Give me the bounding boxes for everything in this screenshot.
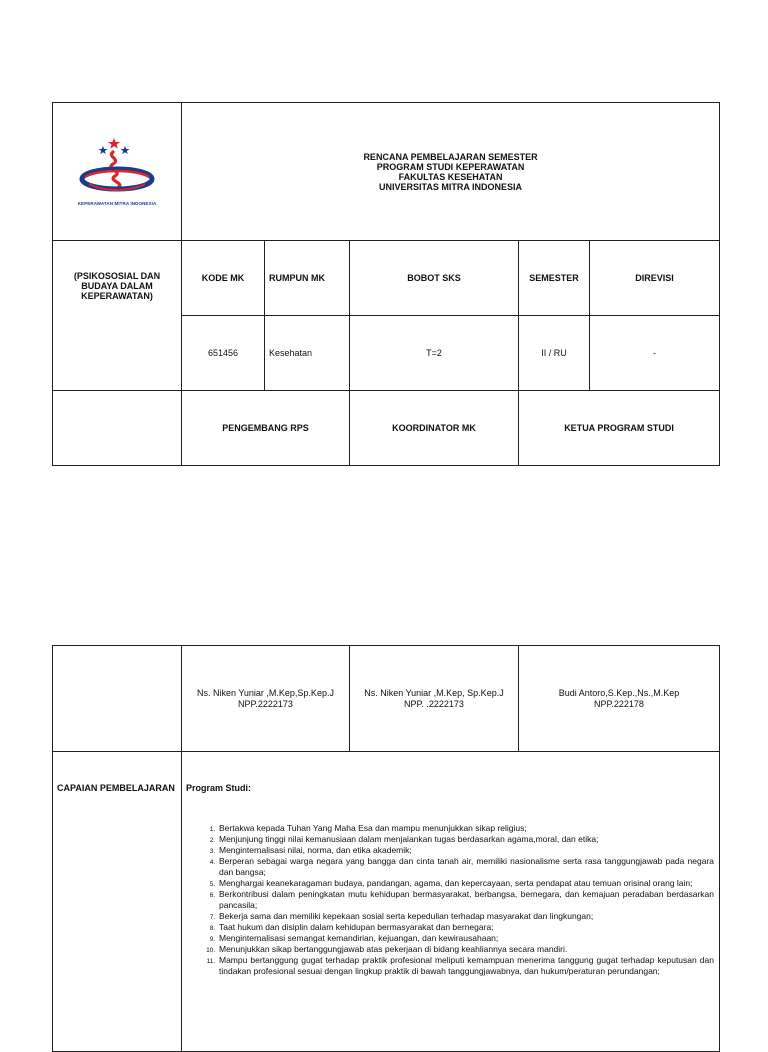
bobot-sks-label: BOBOT SKS [350,241,519,316]
list-item: 3. Menginternalisasi nilai, norma, dan etika akademik; [217,845,714,856]
koordinator-name: Ns. Niken Yuniar ,M.Kep, Sp.Kep.J [364,687,504,698]
rps-header-table [52,102,720,466]
ketua-label: KETUA PROGRAM STUDI [519,391,720,466]
list-item: 6. Berkontribusi dalam peningkatan mutu kehidupan bermasyarakat, berbangsa, bernegara, dan kemajuan peradaban berdasarkan pancasila; [217,889,714,911]
logo-emblem-icon [77,137,157,199]
university-logo [57,137,177,206]
pengembang-name: Ns. Niken Yuniar ,M.Kep,Sp.Kep.J [197,687,334,698]
list-item: 7. Bekerja sama dan memiliki kepekaan sosial serta kepedulian terhadap masyarakat dan lingkungan; [217,911,714,922]
pengembang-label: PENGEMBANG RPS [182,391,350,466]
logo-caption: KEPERAWATAN MITRA INDONESIA [77,201,157,206]
list-item: 5. Menghargai keanekaragaman budaya, pandangan, agama, dan kepercayaan, serta pendapat atau temuan orisinal orang lain; [217,878,714,889]
university-line: UNIVERSITAS MITRA INDONESIA [379,181,523,192]
semester-label: SEMESTER [519,241,590,316]
kode-mk-value: 651456 [182,316,265,391]
list-item: 10. Menunjukkan sikap bertanggungjawab atas pekerjaan di bidang keahliannya secara mandiri. [217,944,714,955]
program-line: PROGRAM STUDI KEPERAWATAN [376,161,525,172]
koordinator-npp: NPP. .2222173 [404,698,464,709]
bobot-sks-value: T=2 [350,316,519,391]
list-item: 4. Berperan sebagai warga negara yang bangga dan cinta tanah air, memiliki nasionalisme serta rasa tanggungjawab pada negara dan bangsa; [217,856,714,878]
rumpun-mk-value: Kesehatan [265,316,350,391]
pengembang-npp: NPP.2222173 [238,698,293,709]
list-item: 9. Menginternalisasi semangat kemandirian, kejuangan, dan kewirausahaan; [217,933,714,944]
empty-cell [53,646,182,752]
learning-outcomes-list [186,823,714,977]
kode-mk-label: KODE MK [182,241,265,316]
empty-cell [53,391,182,466]
faculty-line: FAKULTAS KESEHATAN [398,171,503,182]
document-title [182,103,720,241]
ketua-name: Budi Antoro,S.Kep.,Ns.,M.Kep [558,687,680,698]
ketua-npp: NPP.222178 [594,698,644,709]
list-item: 8. Taat hukum dan disiplin dalam kehidupan bermasyarakat dan bernegara; [217,922,714,933]
program-studi-label: Program Studi: [186,783,252,793]
course-name: (PSIKOSOSIAL DAN BUDAYA DALAM KEPERAWATAN) [53,241,182,391]
semester-value: II / RU [519,316,590,391]
koordinator-label: KOORDINATOR MK [350,391,519,466]
capaian-content [182,752,720,1052]
logo-cell [53,103,182,241]
pengembang-signature [182,646,350,752]
koordinator-signature [350,646,519,752]
direvisi-value: - [590,316,720,391]
capaian-label: CAPAIAN PEMBELAJARAN [53,752,182,1052]
list-item: 11. Mampu bertanggung gugat terhadap praktik profesional meliputi kemampuan menerima tanggung gugat terhadap keputusan dan tindakan profesional sesuai dengan lingkup praktik di bawah tanggungjawabnya, dan hukum/peraturan perundangan; [217,955,714,977]
direvisi-label: DIREVISI [590,241,720,316]
list-item: 1. Bertakwa kepada Tuhan Yang Maha Esa dan mampu menunjukkan sikap religius; [217,823,714,834]
ketua-signature [519,646,720,752]
rps-detail-table [52,645,720,1052]
list-item: 2. Menjunjung tinggi nilai kemanusiaan dalam menjalankan tugas berdasarkan agama,moral, dan etika; [217,834,714,845]
title-line: RENCANA PEMBELAJARAN SEMESTER [363,151,538,162]
rumpun-mk-label: RUMPUN MK [265,241,350,316]
